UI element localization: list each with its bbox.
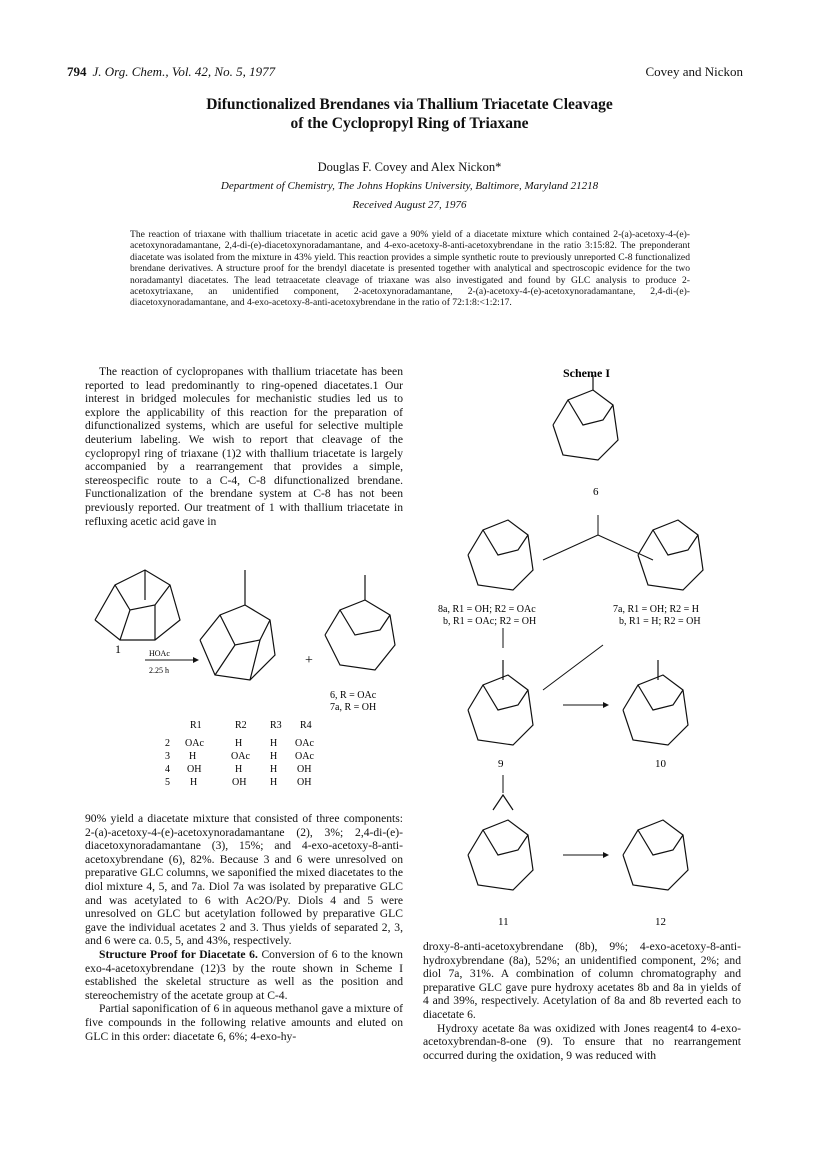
journal-citation: J. Org. Chem., Vol. 42, No. 5, 1977: [92, 64, 276, 79]
table-cell: OH: [297, 764, 312, 775]
scheme-compound-9: [468, 660, 533, 745]
title-line-1: Difunctionalized Brendanes via Thallium Triacetate Cleavage: [206, 96, 613, 113]
scheme-fork: [543, 515, 653, 560]
title-line-2: of the Cyclopropyl Ring of Triaxane: [290, 115, 529, 132]
scheme-compound-6: [553, 375, 618, 460]
scheme-1: [423, 365, 743, 935]
plus-sign: +: [305, 653, 313, 668]
intro-paragraph: [85, 365, 403, 528]
scheme-title: Scheme I: [563, 366, 610, 380]
paragraph-jones-oxidation: Hydroxy acetate 8a was oxidized with Jones reagent4 to 4-exo-acetoxybrendan-8-one (9). To ensure that no rearrangement occurred during the oxidation, 9 was reduced with: [423, 1021, 741, 1062]
table-cell: OAc: [295, 738, 314, 749]
running-header-left: [67, 64, 275, 80]
table-cell: H: [235, 764, 243, 775]
table-cell: H: [189, 751, 197, 762]
reaction-arrowhead: [193, 657, 199, 663]
brendane-structure: [325, 575, 395, 670]
arrow-diagonal: [543, 645, 603, 690]
table-cell: H: [270, 751, 278, 762]
reagent-label: HOAc: [149, 649, 170, 658]
substituent-table: [165, 720, 314, 788]
scheme-label-7b: b, R1 = H; R2 = OH: [619, 616, 701, 627]
scheme-compound-10: [623, 660, 688, 745]
arrowhead-9-to-10: [603, 702, 609, 708]
page-number: 794: [67, 64, 87, 79]
table-cell: OAc: [295, 751, 314, 762]
table-header-r1: R1: [190, 720, 202, 731]
scheme-label-10: 10: [655, 758, 666, 770]
article-title: [0, 95, 819, 133]
table-cell: 2: [165, 738, 170, 749]
scheme-label-11: 11: [498, 916, 509, 928]
table-header-r4: R4: [300, 720, 312, 731]
scheme-label-12: 12: [655, 916, 666, 928]
scheme-label-8a: 8a, R1 = OH; R2 = OAc: [438, 604, 536, 615]
table-cell: H: [270, 764, 278, 775]
paragraph-yields: 90% yield a diacetate mixture that consisted of three components: 2-(a)-acetoxy-4-(e)-acetoxynoradamantane (2), 3%; 2,4-di-(e)-diacetoxynoradamantane (3), 15%; and 4-exo-acetoxy-8-anti-acetoxybrendane (6), 82%. Because 3 and 6 were unresolved on preparative GLC columns, we saponified the mixed diacetates to the diol mixture 4, 5, and 7a. Diol 7a was isolated by preparative GLC and was acetylated to 6 with Ac2O/Py. Diols 4 and 5 were unresolved on GLC but acetylation followed by preparative GLC gave the individual acetates 2 and 3. Thus yields of separated 2, 3, and 6 were ca. 0.5, 5, and 43%, respectively.: [85, 812, 403, 948]
table-cell: OH: [187, 764, 202, 775]
table-cell: 3: [165, 751, 170, 762]
time-label: 2.25 h: [149, 666, 169, 675]
abstract: The reaction of triaxane with thallium triacetate in acetic acid gave a 90% yield of a diacetate mixture which contained 2-(a)-acetoxy-4-(e)-acetoxynoradamantane, 2,4-di-(e)-diacetoxynoradamantane, and 4-exo-acetoxy-8-anti-acetoxybrendane in the ratio 3:15:82. The preponderant diacetate was isolated from the mixture in 43% yield. This reaction provides a simple synthetic route to previously unreported C-8 functionalized brendane derivatives. A structure proof for the brendyl diacetate is presented together with analytical and spectroscopic evidence for the two noradamantyl diacetates. The lead tetraacetate cleavage of triaxane was also investigated and found by GLC analysis to produce 2-acetoxytriaxane, an unidentified component, 2-acetoxynoradamantane, 2-(a)-acetoxy-4-(e)-acetoxynoradamantane, 2,4-di-(e)-diacetoxynoradamantane, and 4-exo-acetoxy-8-anti-acetoxybrendane in the ratio of 72:1:8:<1:2:17.: [130, 229, 690, 309]
scheme-label-7a: 7a, R1 = OH; R2 = H: [613, 604, 700, 615]
table-cell: OH: [232, 777, 247, 788]
arrowhead-11-to-12: [603, 852, 609, 858]
reaction-figure: [85, 560, 405, 810]
right-column-body: [423, 940, 741, 1062]
noradamantane-structure: [200, 570, 275, 680]
scheme-compound-7: [638, 520, 703, 590]
paragraph-structure-proof-text: Conversion of 6 to the known exo-4-acetoxybrendane (12)3 by the route shown in Scheme I established the skeletal structure as well as the position and stereochemistry of the acetate group at C-4.: [85, 947, 403, 1002]
table-cell: OAc: [231, 751, 250, 762]
paragraph-hydroxy-acetates: droxy-8-anti-acetoxybrendane (8b), 9%; 4-exo-acetoxy-8-anti-hydroxybrendane (8a), 52%; an unidentified component, 2%; and diol 7a, 31%. A combination of column chromatography and preparative GLC gave pure hydroxy acetates 8b and 8a in yields of 4 and 39%, respectively. Acetylation of 8a and 8b reverted each to diacetate 6.: [423, 940, 741, 1021]
table-header-r3: R3: [270, 720, 282, 731]
scheme-label-6: 6: [593, 486, 599, 498]
table-cell: 5: [165, 777, 170, 788]
table-cell: OAc: [185, 738, 204, 749]
scheme-compound-8: [468, 520, 533, 590]
table-cell: H: [190, 777, 198, 788]
scheme-label-9: 9: [498, 758, 504, 770]
scheme-compound-12: [623, 820, 688, 890]
compound-7a-label: 7a, R = OH: [330, 702, 377, 713]
intro-text: The reaction of cyclopropanes with thallium triacetate has been reported to lead predominantly to ring-opened diacetates.1 Our interest in bridged molecules for mechanistic studies led us to explore the applicability of this reaction for the preparation of difunctionalized systems, which are useful for selective multiple deuterium labeling. We wish to report that cleavage of the cyclopropyl ring of triaxane (1)2 with thallium triacetate is largely accompanied by a rearrangement that provides a simple, stereospecific route to a C-4, C-8 difunctionalized brendane. Functionalization of the brendane system at C-8 has not been previously reported. Our treatment of 1 with thallium triacetate in refluxing acetic acid gave in: [85, 365, 403, 528]
affiliation: Department of Chemistry, The Johns Hopkins University, Baltimore, Maryland 21218: [220, 180, 599, 192]
table-cell: 4: [165, 764, 170, 775]
paragraph-saponification: Partial saponification of 6 in aqueous methanol gave a mixture of five compounds in the following relative amounts and eluted on GLC in this order: diacetate 6, 6%; 4-exo-hy-: [85, 1002, 403, 1043]
table-cell: H: [270, 738, 278, 749]
left-column-body: [85, 812, 403, 1043]
scheme-compound-11: [468, 795, 533, 890]
table-cell: H: [235, 738, 243, 749]
triaxane-structure: [95, 570, 180, 640]
running-authors: Covey and Nickon: [645, 64, 743, 79]
compound-1-label: 1: [115, 642, 121, 656]
table-cell: H: [270, 777, 278, 788]
compound-6-label: 6, R = OAc: [330, 690, 377, 701]
paragraph-structure-proof: [85, 948, 403, 1002]
authors: Douglas F. Covey and Alex Nickon*: [317, 160, 502, 174]
table-header-r2: R2: [235, 720, 247, 731]
section-heading: Structure Proof for Diacetate 6.: [99, 947, 258, 961]
table-cell: OH: [297, 777, 312, 788]
received-date: Received August 27, 1976: [352, 199, 467, 211]
scheme-label-8b: b, R1 = OAc; R2 = OH: [443, 616, 537, 627]
